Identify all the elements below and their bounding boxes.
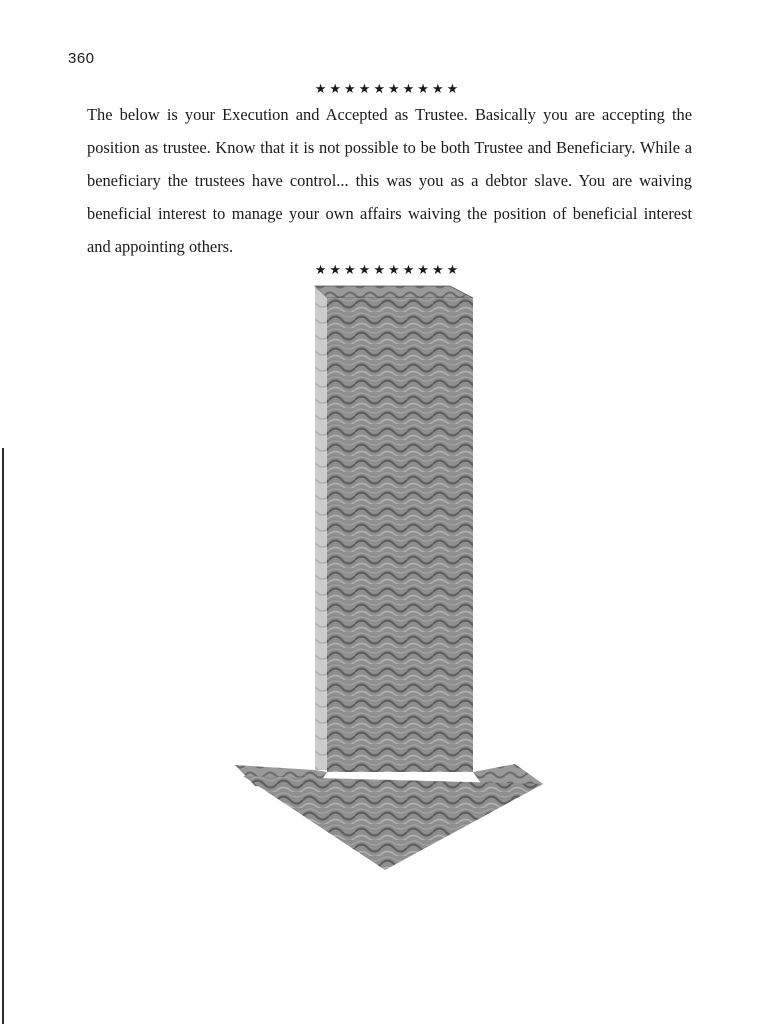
binding-edge-line (2, 448, 4, 1024)
arrow-side-face (315, 286, 327, 770)
page-number: 360 (68, 50, 95, 67)
body-paragraph: The below is your Execution and Accepted as Trustee. Basically you are accepting the position as trustee. Know that it is not possible to be both Trustee and Beneficiary. While a beneficiary the trustees have control... this was you as a debtor slave. You are waiving beneficial interest to manage your own affairs waiving the position of beneficial interest and appointing others. (87, 105, 692, 256)
arrow-top-face (315, 286, 473, 298)
arrow-shaft-face (327, 298, 473, 772)
star-separator-top: ★★★★★★★★★★ (314, 81, 462, 96)
arrow-head-face (243, 776, 543, 870)
star-separator-bottom: ★★★★★★★★★★ (314, 262, 462, 277)
down-arrow-icon (225, 280, 555, 880)
